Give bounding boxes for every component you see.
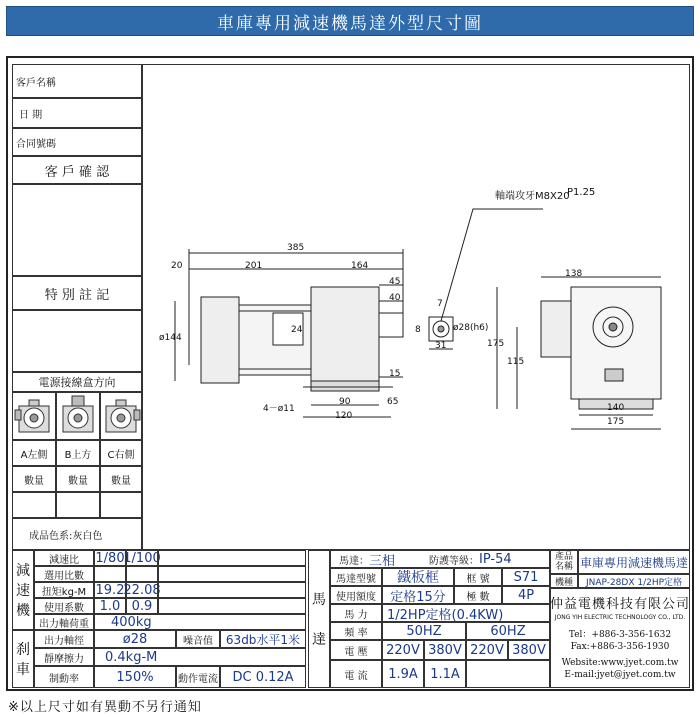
rating-value: 定格15分: [382, 586, 454, 604]
company-email: E-mail:jyet@jyet.com.tw: [564, 670, 676, 680]
poles-label: 極 數: [454, 586, 502, 604]
noise-value: 63db水平1米: [220, 630, 306, 648]
dim-115: 115: [507, 357, 525, 367]
product-model-label: 機種: [550, 574, 578, 588]
dim-24: 24: [291, 325, 303, 335]
company-web: Website:www.jyet.com.tw: [561, 658, 679, 668]
dim-138: 138: [565, 269, 583, 279]
static-value: 0.4kg-M: [94, 648, 306, 666]
dim-201: 201: [245, 261, 263, 271]
dim-90: 90: [339, 397, 351, 407]
volt-1: 220V: [382, 640, 424, 660]
dim-31: 31: [435, 341, 447, 351]
brake-section: [12, 630, 34, 688]
date-row: [12, 98, 142, 128]
dim-120: 120: [335, 411, 353, 421]
ratio-1: 1/80: [95, 550, 125, 566]
special-notes-label: 特 別 註 記: [44, 287, 110, 303]
company-fax: Fax:+886-3-356-1930: [570, 642, 670, 652]
brake-char-1: 刹: [16, 642, 30, 658]
noise-label: 噪音值: [176, 630, 220, 648]
dim-144: ø144: [159, 333, 182, 343]
freq-60: 60HZ: [466, 622, 550, 640]
cur-label: 電 流: [330, 660, 382, 688]
volt-label: 電 壓: [330, 640, 382, 660]
freq-label: 頻 率: [330, 622, 382, 640]
notes-area: [12, 310, 142, 372]
date-label: 日 期: [19, 109, 43, 121]
dim-385: 385: [287, 243, 305, 253]
contract-label: 合同號碼: [16, 138, 56, 150]
hp-label: 馬 力: [330, 604, 382, 622]
motor-type: 三相: [369, 553, 396, 569]
cur-1: 1.9A: [382, 660, 424, 688]
dim-140: 140: [607, 403, 625, 413]
dir-c-image: [100, 392, 142, 440]
weight-value: 400kg: [94, 614, 306, 630]
pitch-label: P1.25: [567, 187, 596, 198]
dim-15: 15: [389, 369, 401, 379]
qty-c-label: 數量: [111, 475, 131, 487]
confirm-area: [12, 184, 142, 276]
hp-value: 1/2HP定格(0.4KW): [382, 604, 550, 622]
factor-label: 使用系數: [34, 598, 94, 614]
freq-50: 50HZ: [382, 622, 466, 640]
customer-name-label: 客戶名稱: [16, 77, 56, 89]
spec-tables: [12, 550, 690, 688]
motor-front-icon: [102, 396, 140, 436]
frame-value: S71: [502, 568, 550, 586]
motor-row: [330, 550, 550, 568]
dim-65: 65: [387, 397, 399, 407]
page-title: 車庫專用減速機馬達外型尺寸圖: [6, 6, 694, 36]
ratio-blank: [158, 550, 306, 566]
dir-b-label: B上方: [64, 449, 92, 461]
dim-28: ø28(h6): [453, 323, 489, 333]
dim-175-v: 175: [487, 339, 505, 349]
qty-a: [12, 466, 56, 492]
action-label: 動作電流: [176, 666, 220, 688]
color-row: [12, 518, 142, 550]
ratio-sel-blank: [158, 566, 306, 582]
factor-blank: [158, 598, 306, 614]
torque-label: 扭矩kg-M: [34, 582, 94, 598]
model-value: 鐵板框: [382, 568, 454, 586]
poles-value: 4P: [502, 586, 550, 604]
factor-1: 1.0: [94, 598, 126, 614]
brake-char-2: 車: [16, 662, 30, 678]
junction-box-label: 電源接線盒方向: [38, 376, 116, 389]
frame-label: 框 號: [454, 568, 502, 586]
thread-label: 軸端攻牙M8X20: [495, 191, 570, 202]
dir-a: [12, 440, 56, 466]
torque-1: 19.2: [95, 582, 125, 598]
volt-2: 380V: [424, 640, 466, 660]
product-name: 車庫專用減速機馬達: [578, 550, 690, 574]
ratio-2: 1/100: [123, 550, 161, 566]
torque-2: 22.08: [123, 582, 161, 598]
qty-c: [100, 466, 142, 492]
rating-label: 使用額度: [330, 586, 382, 604]
dim-40: 40: [389, 293, 401, 303]
dir-b: [56, 440, 100, 466]
contract-row: [12, 128, 142, 156]
volt-4: 380V: [508, 640, 550, 660]
product-name-label: 產品名稱: [550, 550, 578, 574]
protect-label: 防護等級：: [429, 555, 479, 567]
shaft-value: ø28: [94, 630, 176, 648]
weight-label: 出力軸荷重: [34, 614, 94, 630]
customer-name-row: [12, 64, 142, 98]
company-block: [550, 588, 690, 688]
qty-b: [56, 466, 100, 492]
motor-char-1: 馬: [312, 592, 326, 608]
brake-label: 制動率: [34, 666, 94, 688]
ratio-label: 減速比: [34, 550, 94, 566]
company-tel: Tel：+886-3-356-1632: [568, 630, 672, 640]
qty-a-label: 數量: [24, 475, 44, 487]
shaft-label: 出力軸徑: [34, 630, 94, 648]
dir-c: [100, 440, 142, 466]
ratio-sel-1: [94, 566, 126, 582]
footer-note: ※以上尺寸如有異動不另行通知: [8, 700, 202, 715]
motor-char-2: 達: [312, 632, 326, 648]
reducer-char-1: 減: [16, 563, 30, 579]
motor-section: [308, 550, 330, 688]
reducer-char-3: 機: [16, 603, 30, 619]
junction-box-row: [12, 372, 142, 392]
dir-a-image: [12, 392, 56, 440]
dim-164: 164: [351, 261, 369, 271]
motor-front-icon: [15, 396, 53, 436]
motor-front-icon: [59, 396, 97, 436]
brake-value: 150%: [94, 666, 176, 688]
dir-b-image: [56, 392, 100, 440]
static-label: 靜摩擦力: [34, 648, 94, 666]
ratio-sel-label: 選用比數: [34, 566, 94, 582]
qty-c-value: [100, 492, 142, 518]
dim-20: 20: [171, 261, 183, 271]
cur-blank: [466, 660, 550, 688]
dim-7: 7: [437, 299, 443, 309]
qty-a-value: [12, 492, 56, 518]
color-label: 成品色系:灰白色: [29, 530, 103, 542]
motor-drawing-svg: [143, 65, 691, 551]
company-name-en: JONG YIH ELECTRIC TECHNOLOGY CO., LTD.: [554, 614, 686, 621]
special-notes-row: [12, 276, 142, 310]
qty-b-label: 數量: [68, 475, 88, 487]
dir-a-label: A左側: [20, 449, 48, 461]
dim-45: 45: [389, 277, 401, 287]
cur-2: 1.1A: [424, 660, 466, 688]
reducer-section: [12, 550, 34, 630]
customer-confirm-label: 客 戶 確 認: [44, 164, 110, 180]
motor-label: 馬達：: [339, 555, 369, 567]
model-label: 馬達型號: [330, 568, 382, 586]
dir-c-label: C右側: [107, 449, 135, 461]
protect-value: IP-54: [479, 551, 512, 567]
ratio-sel-2: [126, 566, 158, 582]
dim-8: 8: [415, 325, 421, 335]
torque-blank: [158, 582, 306, 598]
reducer-char-2: 速: [16, 583, 30, 599]
customer-confirm-row: [12, 156, 142, 184]
company-name: 仲益電機科技有限公司: [550, 597, 691, 612]
factor-2: 0.9: [126, 598, 158, 614]
dim-4-11: 4－ø11: [263, 404, 295, 414]
product-model: JNAP-28DX 1/2HP定格: [578, 574, 690, 588]
qty-b-value: [56, 492, 100, 518]
technical-drawing: [142, 64, 690, 550]
dim-175-h: 175: [607, 417, 625, 427]
action-value: DC 0.12A: [220, 666, 306, 688]
volt-3: 220V: [466, 640, 508, 660]
